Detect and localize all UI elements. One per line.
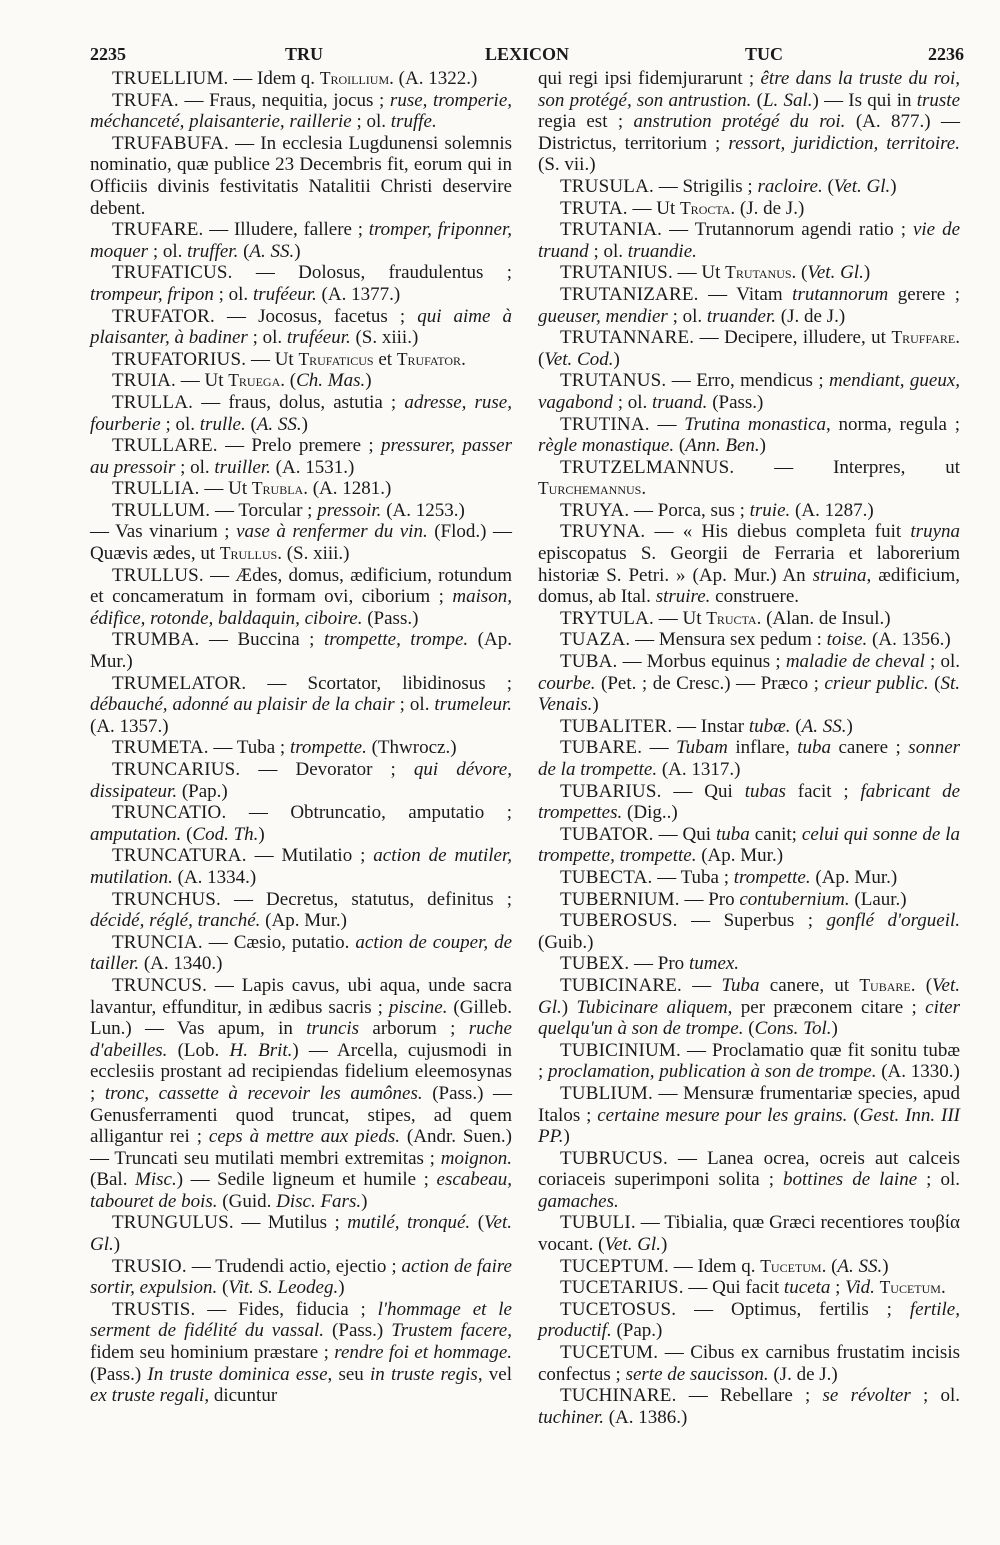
entry-definition: — Ut Trubla. (A. 1281.) [199, 478, 392, 500]
entry-definition: — Ut Trutanus. (Vet. Gl.) [672, 262, 871, 284]
entry-headword: TUBA. [560, 651, 618, 673]
entry-definition: — Vas vinarium ; vase à renfermer du vin. (Flod.) — Quævis ædes, ut Trullus. (S. xiii.) [90, 521, 513, 565]
entry-definition: — Obtruncatio, amputatio ; amputation. (Cod. Th.) [90, 802, 512, 845]
dictionary-entry [538, 370, 960, 413]
entry-definition: — Decretus, statutus, definitus ; décidé, réglé, tranché. (Ap. Mur.) [90, 888, 512, 932]
entry-headword: TUCHINARE. [560, 1385, 677, 1407]
dictionary-entry [90, 673, 512, 738]
entry-headword: TRUTINA. [560, 413, 650, 435]
dictionary-entry [538, 629, 960, 651]
entry-definition: — Idem q. Troillium. (A. 1322.) [228, 68, 478, 89]
page-number-right: 2236 [928, 44, 964, 64]
first-guide-word: TRU [285, 44, 324, 64]
dictionary-entry [538, 867, 960, 889]
dictionary-entry [90, 759, 512, 802]
entry-definition: — Decipere, illudere, ut Truffare. (Vet. Cod.) [538, 327, 960, 370]
entry-headword: TRUTANNARE. [560, 327, 695, 349]
dictionary-entry [90, 1299, 512, 1407]
entry-headword: TRUFATOR. [112, 305, 215, 327]
entry-headword: TRUNCIA. [112, 931, 203, 953]
dictionary-entry [538, 824, 960, 867]
dictionary-entry [90, 500, 512, 522]
entry-headword: TRULLIA. [112, 478, 200, 500]
dictionary-entry [538, 889, 960, 911]
entry-headword: TRUTA. [560, 197, 628, 219]
entry-headword: TRUSULA. [560, 175, 654, 197]
dictionary-entry [90, 565, 512, 630]
dictionary-entry [90, 845, 512, 888]
entry-definition: — Qui facit tuceta ; Vid. Tucetum. [683, 1277, 946, 1299]
entry-headword: TUBARE. [560, 737, 643, 759]
entry-headword: TUCEPTUM. [560, 1255, 669, 1277]
dictionary-entry [538, 781, 960, 824]
dictionary-entry [538, 262, 960, 284]
entry-headword: TRUNCATURA. [112, 845, 247, 867]
dictionary-entry [90, 262, 512, 305]
dictionary-entry [538, 608, 960, 630]
dictionary-entry [90, 68, 512, 90]
entry-headword: TUAZA. [560, 629, 631, 651]
dictionary-entry [90, 889, 512, 932]
dictionary-entry [538, 1212, 960, 1255]
entry-definition: — Tuba ; trompette. (Thwrocz.) [208, 737, 457, 759]
entry-headword: TRUNCATIO. [112, 802, 227, 824]
entry-definition: — Trudendi actio, ejectio ; action de faire sortir, expulsion. (Vit. S. Leodeg.) [90, 1255, 512, 1299]
entry-headword: TRUMBA. [112, 629, 200, 651]
entry-definition: — Tubam inflare, tuba canere ; sonner de la trompette. (A. 1317.) [538, 737, 961, 780]
entry-headword: TRUYA. [560, 499, 630, 521]
entry-definition: — Mutilatio ; action de mutiler, mutilation. (A. 1334.) [90, 845, 513, 888]
dictionary-entry [538, 1040, 960, 1083]
entry-headword: TRUNGULUS. [112, 1212, 234, 1234]
entry-headword: TRUTZELMANNUS. [560, 456, 735, 478]
dictionary-entry [538, 910, 960, 953]
page-number-left: 2235 [90, 44, 126, 64]
entry-definition: — Strigilis ; racloire. (Vet. Gl.) [653, 175, 897, 197]
entry-definition: — Porca, sus ; truie. (A. 1287.) [629, 499, 874, 521]
dictionary-entry [538, 198, 960, 220]
dictionary-entry [90, 392, 512, 435]
dictionary-entry [538, 953, 960, 975]
entry-definition: — Ut Truega. (Ch. Mas.) [176, 370, 372, 392]
entry-headword: TUBRUCUS. [560, 1147, 668, 1169]
dictionary-entry [538, 284, 960, 327]
entry-headword: TUBERNIUM. [560, 888, 680, 910]
entry-definition: — Prelo premere ; pressurer, passer au pressoir ; ol. truiller. (A. 1531.) [90, 435, 512, 478]
entry-definition: — Interpres, ut Turchemannus. [538, 456, 960, 500]
entry-definition: — Pro tumex. [629, 953, 740, 975]
entry-definition: — Instar tubæ. (A. SS.) [672, 715, 853, 737]
entry-definition: — Superbus ; gonflé d'orgueil. (Guib.) [538, 910, 961, 953]
entry-definition: — « His diebus completa fuit truyna episcopatus S. Georgii de Ferraria et laborerium historiæ S. Petri. » (Ap. Mur.) An struina, ædificium, domus, ab Ital. struire. construere. [538, 521, 960, 608]
entry-definition: — Proclamatio quæ fit sonitu tubæ ; proclamation, publication à son de trompe. (A. 1330.) [538, 1039, 960, 1083]
entry-definition: — Cæsio, putatio. action de couper, de tailler. (A. 1340.) [90, 931, 512, 975]
entry-headword: TUBICINARE. [560, 974, 682, 996]
entry-headword: TRUFATICUS. [112, 262, 233, 284]
dictionary-entry [90, 629, 512, 672]
dictionary-entry [90, 932, 512, 975]
entry-definition: — Ut Trufaticus et Trufator. [246, 348, 466, 370]
entry-definition: — Illudere, fallere ; tromper, friponner, moquer ; ol. truffer. (A. SS.) [90, 219, 512, 262]
dictionary-entry [538, 68, 960, 176]
entry-headword: TRULLUM. [112, 499, 211, 521]
last-guide-word: TUC [745, 44, 784, 64]
entry-definition: — Tibialia, quæ Græci recentiores τουβία vocant. (Vet. Gl.) [538, 1212, 960, 1256]
dictionary-entry [538, 1342, 960, 1385]
dictionary-entry [538, 975, 960, 1040]
entry-definition: — In ecclesia Lugdunensi solemnis nominatio, quæ publice 23 Decembris fit, eorum qui in Officiis divinis festivitatis Natalitii Christi deservire debent. [90, 132, 512, 219]
entry-definition: — Scortator, libidinosus ; débauché, adonné au plaisir de la chair ; ol. trumeleur. (A. 1357.) [90, 672, 512, 737]
entry-definition: — Torcular ; pressoir. (A. 1253.) [210, 499, 465, 521]
dictionary-entry [538, 1277, 960, 1299]
dictionary-entry [538, 500, 960, 522]
entry-headword: TUBEROSUS. [560, 910, 678, 932]
right-column [538, 68, 960, 1428]
dictionary-entry [90, 478, 512, 500]
entry-headword: TUBICINIUM. [560, 1039, 681, 1061]
entry-definition: — Tuba ; trompette. (Ap. Mur.) [652, 866, 898, 888]
entry-definition: — Ædes, domus, ædificium, rotundum et concameratum in formam ovi, ciborium ; maison, édifice, rotonde, baldaquin, ciboire. (Pass.) [90, 564, 512, 629]
entry-headword: TRUFATORIUS. [112, 348, 247, 370]
entry-headword: TRYTULA. [560, 607, 654, 629]
entry-headword: TUBECTA. [560, 866, 653, 888]
entry-definition: qui regi ipsi fidemjurarunt ; être dans la truste du roi, son protégé, son antrustion. (L. Sal.) — Is qui in truste regia est ; anstrution protégé du roi. (A. 877.) — Districtus, territorium ; ressort, juridiction, territoire. (S. vii.) [538, 68, 961, 176]
dictionary-entry [538, 219, 960, 262]
entry-definition: — Devorator ; qui dévore, dissipateur. (Pap.) [90, 759, 512, 802]
entry-definition: — Vitam trutannorum gerere ; gueuser, mendier ; ol. truander. (J. de J.) [538, 283, 961, 327]
dictionary-entry [90, 737, 512, 759]
dictionary-entry [90, 90, 512, 133]
entry-definition: — Mensuræ frumentariæ species, apud Italos ; certaine mesure pour les grains. (Gest. Inn. III PP.) [538, 1082, 961, 1148]
entry-headword: TRUFA. [112, 89, 179, 111]
entry-headword: TUBEX. [560, 953, 630, 975]
entry-definition: — Ut Trocta. (J. de J.) [627, 197, 805, 219]
entry-definition: — Fides, fiducia ; l'hommage et le serment de fidélité du vassal. (Pass.) Trustem facere, fidem seu hominium præstare ; rendre foi et hommage. (Pass.) In truste dominica esse, seu in truste regis, vel ex truste regali, dicuntur [90, 1298, 513, 1407]
running-title: LEXICON [485, 44, 570, 64]
entry-definition: — Ut Tructa. (Alan. de Insul.) [653, 607, 891, 629]
entry-definition: — Cibus ex carnibus frustatim incisis confectus ; serte de saucisson. (J. de J.) [538, 1342, 960, 1385]
entry-definition: — Dolosus, fraudulentus ; trompeur, fripon ; ol. truféeur. (A. 1377.) [90, 262, 512, 305]
dictionary-entry [90, 133, 512, 219]
entry-definition: — Jocosus, facetus ; qui aime à plaisanter, à badiner ; ol. truféeur. (S. xiii.) [90, 305, 512, 349]
entry-headword: TRUTANIZARE. [560, 283, 699, 305]
entry-headword: TRUTANIA. [560, 219, 663, 241]
entry-headword: TRULLA. [112, 391, 194, 413]
dictionary-entry [538, 1148, 960, 1213]
entry-definition: — Erro, mendicus ; mendiant, gueux, vagabond ; ol. truand. (Pass.) [538, 370, 960, 413]
entry-definition: — Optimus, fertilis ; fertile, productif. (Pap.) [538, 1298, 960, 1342]
dictionary-entry [90, 370, 512, 392]
entry-definition: — Fraus, nequitia, jocus ; ruse, tromperie, méchanceté, plaisanterie, raillerie ; ol. truffe. [90, 89, 513, 133]
dictionary-entry [538, 176, 960, 198]
dictionary-entry [538, 1299, 960, 1342]
entry-headword: TUCETARIUS. [560, 1277, 684, 1299]
entry-headword: TRUNCHUS. [112, 888, 221, 910]
dictionary-entry [90, 349, 512, 371]
dictionary-entry [90, 975, 512, 1213]
dictionary-entry [90, 435, 512, 478]
dictionary-entry [538, 1385, 960, 1428]
entry-headword: TUBARIUS. [560, 780, 662, 802]
entry-headword: TRUFABUFA. [112, 132, 229, 154]
entry-definition: — Tuba canere, ut Tubare. (Vet. Gl.) Tubicinare aliquem, per præconem citare ; citer quelqu'un à son de trompe. (Cons. Tol.) [538, 974, 961, 1040]
entry-headword: TRUYNA. [560, 521, 646, 543]
entry-definition: — Trutina monastica, norma, regula ; règle monastique. (Ann. Ben.) [538, 413, 961, 457]
entry-definition: — Rebellare ; se révolter ; ol. tuchiner. (A. 1386.) [538, 1385, 960, 1428]
dictionary-entry [90, 802, 512, 845]
dictionary-entry [538, 716, 960, 738]
dictionary-entry [90, 1256, 512, 1299]
entry-headword: TRUIA. [112, 370, 176, 392]
entry-headword: TUBALITER. [560, 715, 673, 737]
dictionary-entry [90, 306, 512, 349]
entry-headword: TUBLIUM. [560, 1082, 653, 1104]
dictionary-entry [538, 1083, 960, 1148]
entry-definition: — Idem q. Tucetum. (A. SS.) [668, 1255, 889, 1277]
entry-headword: TRULLARE. [112, 435, 218, 457]
entry-headword: TRUMETA. [112, 737, 209, 759]
entry-headword: TRUNCARIUS. [112, 759, 241, 780]
entry-definition: — Mutilus ; mutilé, tronqué. (Vet. Gl.) [90, 1212, 512, 1256]
entry-headword: TUBATOR. [560, 823, 654, 845]
entry-definition: — Qui tuba canit; celui qui sonne de la trompette, trompette. (Ap. Mur.) [538, 823, 961, 867]
dictionary-entry [538, 414, 960, 457]
entry-definition: — Trutannorum agendi ratio ; vie de truand ; ol. truandie. [538, 219, 961, 262]
entry-headword: TRUSIO. [112, 1255, 187, 1277]
dictionary-entry [538, 651, 960, 716]
entry-headword: TRUMELATOR. [112, 672, 247, 694]
dictionary-entry [538, 457, 960, 500]
left-column [90, 68, 512, 1407]
entry-headword: TRUTANIUS. [560, 262, 673, 284]
entry-definition: — Lapis cavus, ubi aqua, unde sacra lavantur, effunditur, in ædibus sacris ; piscine. (Gilleb. Lun.) — Vas apum, in truncis arborum ; ruche d'abeilles. (Lob. H. Brit.) — Arcella, cujusmodi in ecclesiis prostant ad recipiendas fidelium eleemosynas ; tronc, cassette à recevoir les aumônes. (Pass.) — Genusferramenti quod truncat, stipes, ad quem alligantur rei ; ceps à mettre aux pieds. (Andr. Suen.) — Truncati seu mutilati membri extremitas ; moignon. (Bal. Misc.) — Sedile ligneum et humile ; escabeau, tabouret de bois. (Guid. Disc. Fars.) [90, 974, 512, 1212]
entry-headword: TUBULI. [560, 1212, 636, 1234]
entry-definition: — Pro contubernium. (Laur.) [679, 888, 907, 910]
dictionary-entry [538, 327, 960, 370]
entry-headword: TUCETOSUS. [560, 1298, 677, 1320]
entry-definition: — Mensura sex pedum : toise. (A. 1356.) [630, 629, 951, 651]
entry-definition: — Buccina ; trompette, trompe. (Ap. Mur.) [90, 629, 512, 673]
entry-definition: — Qui tubas facit ; fabricant de trompettes. (Dig..) [538, 780, 961, 824]
dictionary-entry [538, 521, 960, 607]
entry-headword: TRULLUS. [112, 564, 204, 586]
entry-headword: TRUSTIS. [112, 1298, 196, 1320]
entry-definition: — fraus, dolus, astutia ; adresse, ruse, fourberie ; ol. trulle. (A. SS.) [90, 391, 512, 435]
dictionary-entry [90, 521, 512, 564]
entry-headword: TRUTANUS. [560, 370, 667, 392]
running-header [90, 38, 964, 70]
dictionary-entry [90, 1212, 512, 1255]
entry-headword: TRUNCUS. [112, 974, 208, 996]
dictionary-entry [90, 219, 512, 262]
entry-definition: — Morbus equinus ; maladie de cheval ; ol. courbe. (Pet. ; de Cresc.) — Præco ; crieur public. (St. Venais.) [538, 651, 961, 716]
dictionary-entry [538, 737, 960, 780]
entry-definition: — Lanea ocrea, ocreis aut calceis coriaceis superimponi solita ; bottines de laine ; ol. gamaches. [538, 1147, 960, 1212]
entry-headword: TRUELLIUM. [112, 68, 229, 89]
dictionary-entry [538, 1256, 960, 1278]
entry-headword: TRUFARE. [112, 219, 204, 241]
entry-headword: TUCETUM. [560, 1342, 659, 1364]
